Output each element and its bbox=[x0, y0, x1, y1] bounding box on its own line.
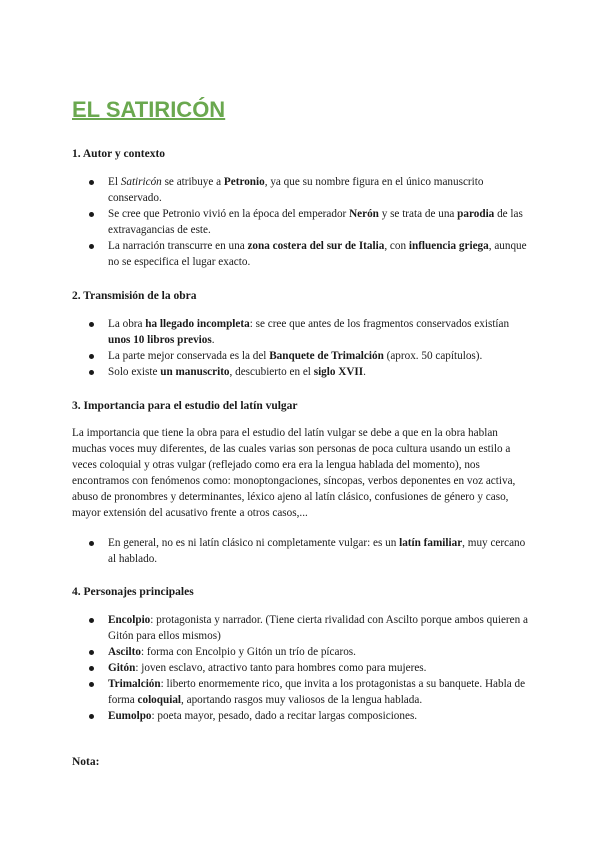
list-item: Encolpio: protagonista y narrador. (Tiene cierta rivalidad con Ascilto porque ambos quieren a Gitón para ellos mismos) bbox=[72, 612, 532, 644]
list-item: Gitón: joven esclavo, atractivo tanto para hombres como para mujeres. bbox=[72, 660, 532, 676]
section3-paragraph: La importancia que tiene la obra para el estudio del latín vulgar se debe a que en la obra hablan muchas voces muy diferentes, de las cuales varias son personas de poca cultura usando un estilo a veces coloquial y otras vulgar (reflejado como era era la lengua hablada del momento), nos encontramos con fenómenos como: monoptongaciones, síncopas, verbos deponentes en voz activa, abuso de pronombres y determinantes, léxico ajeno al latín clásico, confusiones de género y caso, mayor extensión del acusativo frente a otros casos,... bbox=[72, 427, 516, 519]
list-item: Se cree que Petronio vivió en la época del emperador Nerón y se trata de una parodia de las extravagancias de este. bbox=[72, 206, 532, 238]
section-heading-transmision: 2. Transmisión de la obra bbox=[72, 290, 197, 302]
list-item: Ascilto: forma con Encolpio y Gitón un trío de pícaros. bbox=[72, 644, 532, 660]
section1-list bbox=[72, 174, 532, 270]
document-title: EL SATIRICÓN bbox=[72, 97, 226, 122]
list-item: La parte mejor conservada es la del Banquete de Trimalción (aprox. 50 capítulos). bbox=[72, 348, 532, 364]
list-item: La narración transcurre en una zona costera del sur de Italia, con influencia griega, aunque no se especifica el lugar exacto. bbox=[72, 238, 532, 270]
list-item: Eumolpo: poeta mayor, pesado, dado a recitar largas composiciones. bbox=[72, 708, 532, 724]
list-item: Solo existe un manuscrito, descubierto en el siglo XVII. bbox=[72, 364, 532, 380]
section3-list bbox=[72, 535, 532, 567]
section-heading-latin-vulgar: 3. Importancia para el estudio del latín vulgar bbox=[72, 400, 298, 412]
section2-list bbox=[72, 316, 532, 380]
list-item: La obra ha llegado incompleta: se cree que antes de los fragmentos conservados existían unos 10 libros previos. bbox=[72, 316, 532, 348]
section-heading-autor: 1. Autor y contexto bbox=[72, 148, 166, 160]
note-label: Nota: bbox=[72, 756, 100, 768]
list-item: El Satiricón se atribuye a Petronio, ya que su nombre figura en el único manuscrito conservado. bbox=[72, 174, 532, 206]
section4-list bbox=[72, 612, 532, 724]
list-item: En general, no es ni latín clásico ni completamente vulgar: es un latín familiar, muy cercano al hablado. bbox=[72, 535, 532, 567]
list-item: Trimalción: liberto enormemente rico, que invita a los protagonistas a su banquete. Habla de forma coloquial, aportando rasgos muy valiosos de la lengua hablada. bbox=[72, 676, 532, 708]
section-heading-personajes: 4. Personajes principales bbox=[72, 586, 194, 598]
